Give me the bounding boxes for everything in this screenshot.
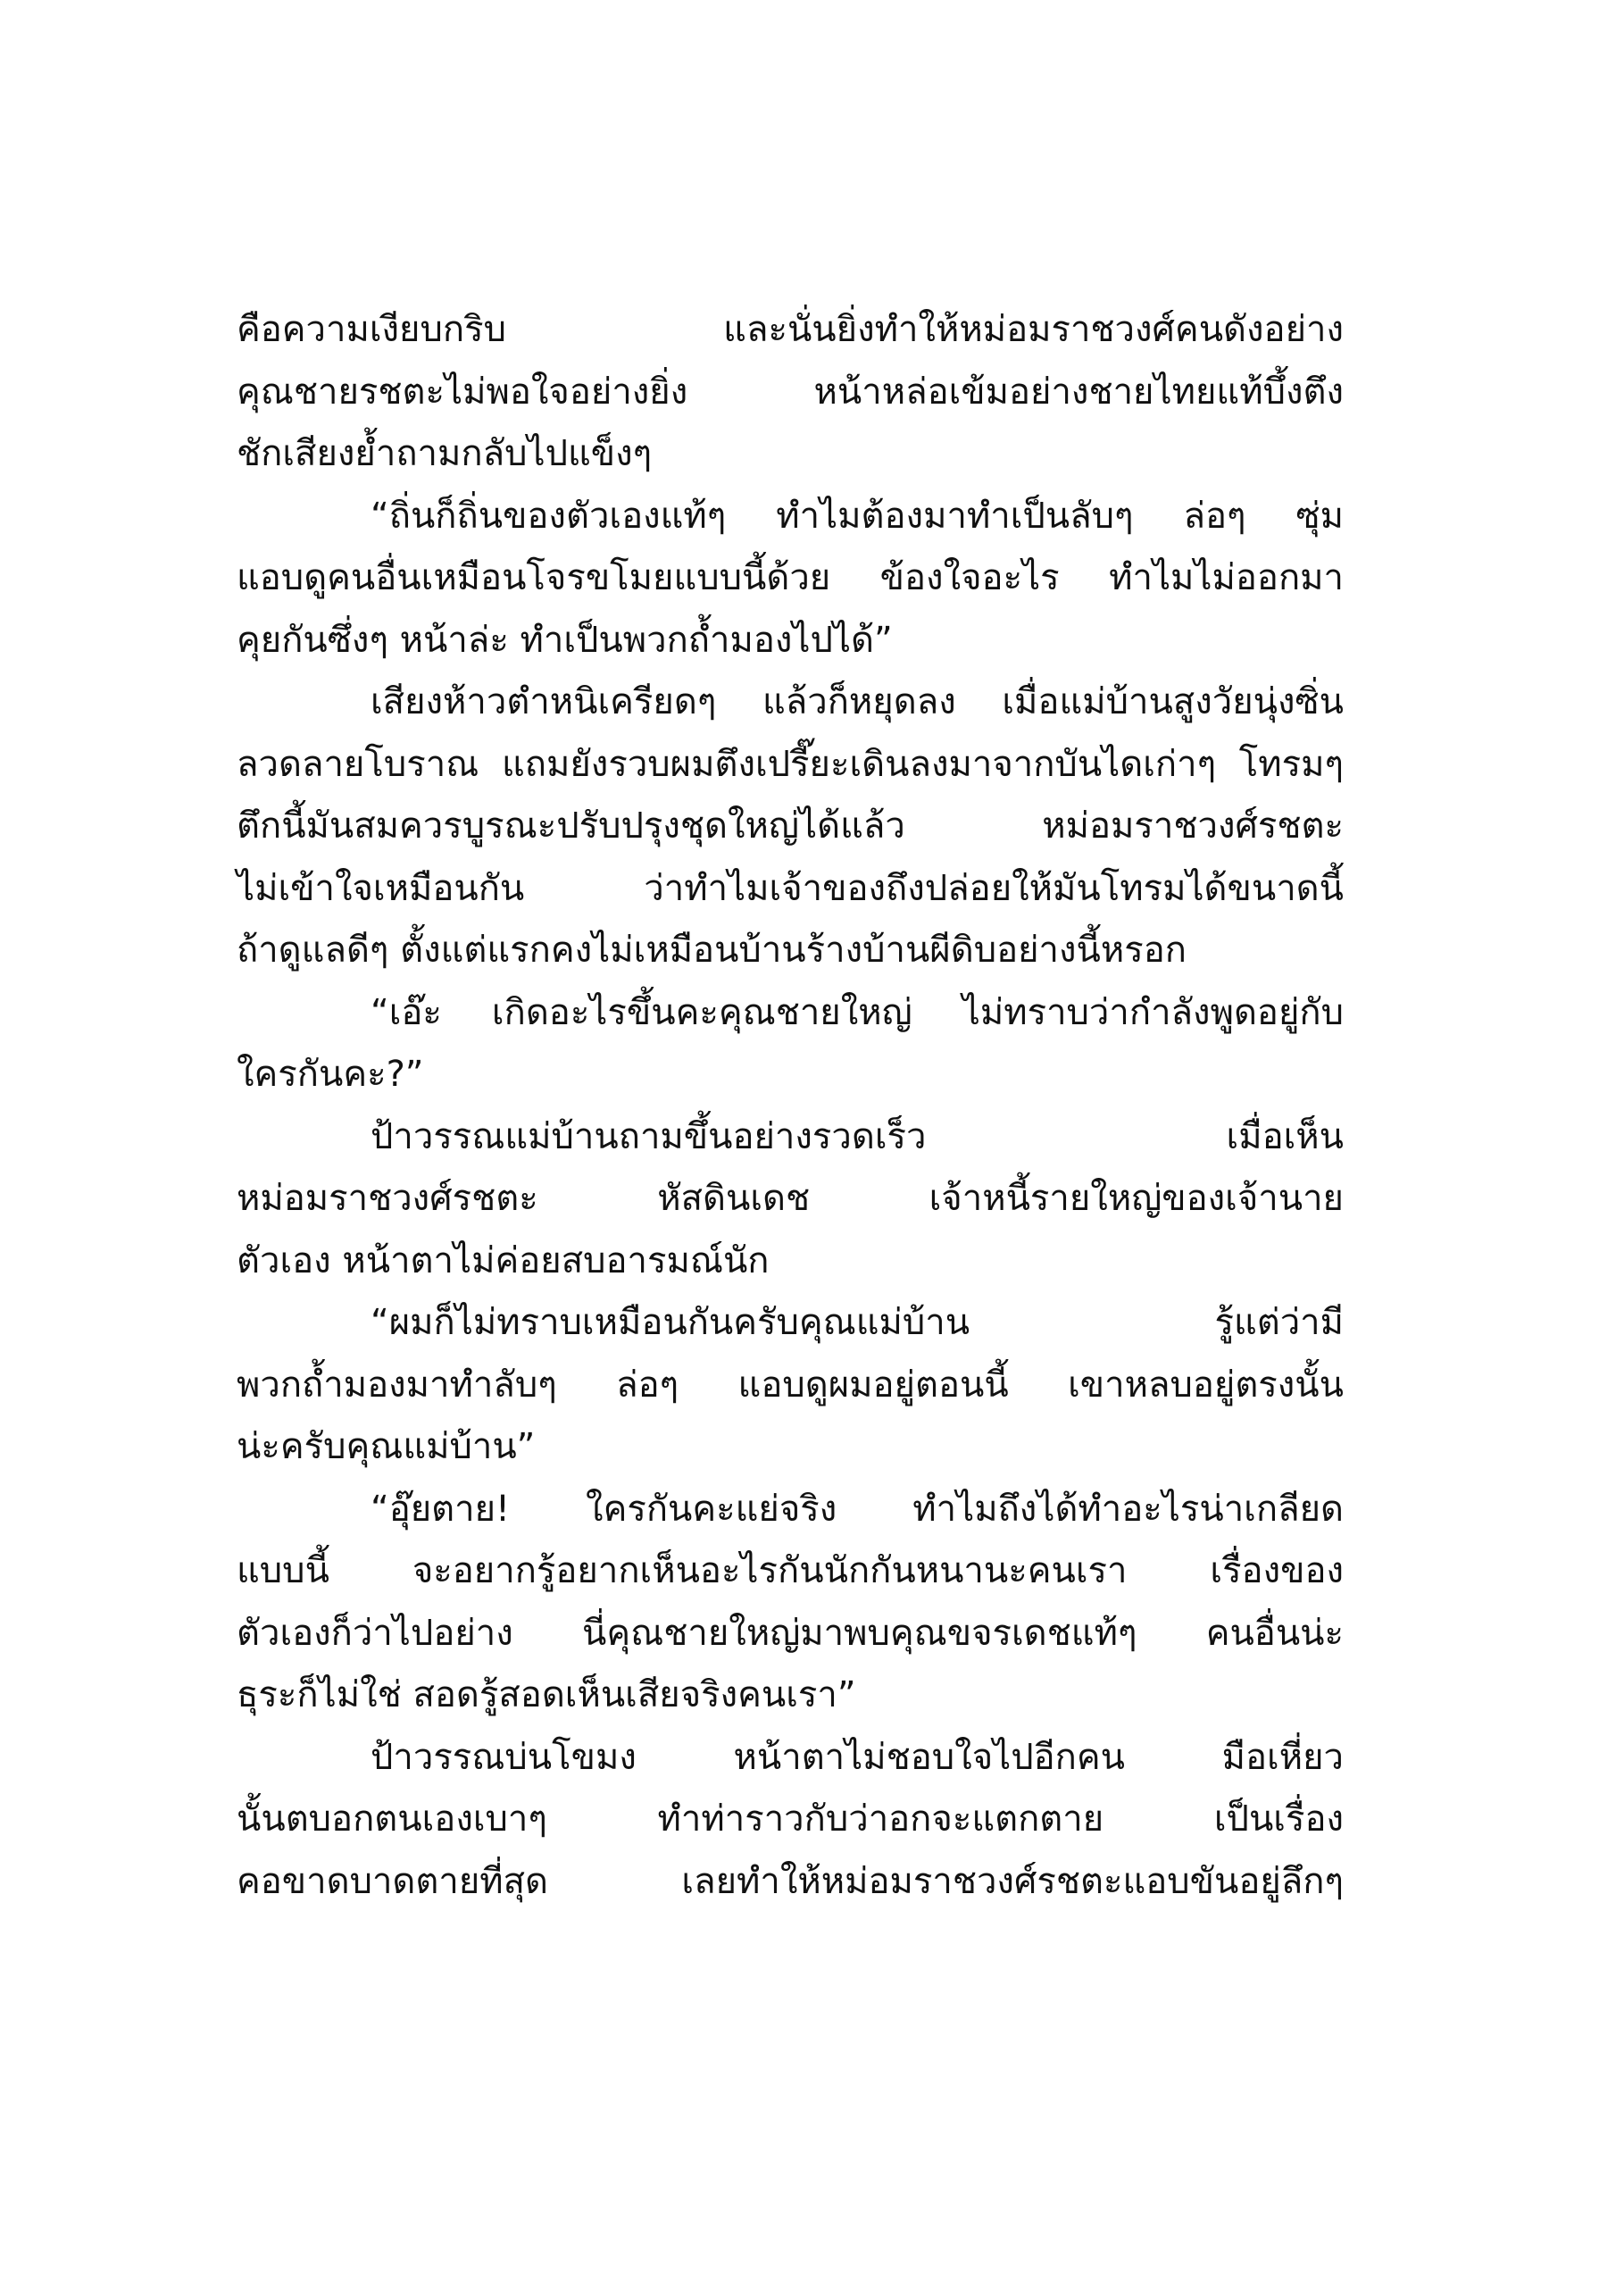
text-line: น่ะครับคุณแม่บ้าน” [237,1426,536,1467]
text-line: แบบนี้ จะอยากรู้อยากเห็นอะไรกันนักกันหนานะคนเรา เรื่องของ [237,1550,1344,1591]
body-text [237,299,1344,1913]
text-line: ตึกนี้มันสมควรบูรณะปรับปรุงชุดใหญ่ได้แล้ว หม่อมราชวงศ์รชตะ [237,805,1344,847]
text-line: ตัวเองก็ว่าไปอย่าง นี่คุณชายใหญ่มาพบคุณขจรเดชแท้ๆ คนอื่นน่ะ [237,1612,1344,1654]
text-line: “เอ๊ะ เกิดอะไรขึ้นคะคุณชายใหญ่ ไม่ทราบว่ากำลังพูดอยู่กับ [371,991,1344,1033]
text-line: “ถิ่นก็ถิ่นของตัวเองแท้ๆ ทำไมต้องมาทำเป็นลับๆ ล่อๆ ซุ่ม [371,495,1344,537]
text-line: ถ้าดูแลดีๆ ตั้งแต่แรกคงไม่เหมือนบ้านร้างบ้านผีดิบอย่างนี้หรอก [237,930,1187,971]
text-line: นั้นตบอกตนเองเบาๆ ทำท่าราวกับว่าอกจะแตกตาย เป็นเรื่อง [237,1798,1344,1840]
text-line: ป้าวรรณแม่บ้านถามขึ้นอย่างรวดเร็ว เมื่อเห็น [371,1115,1344,1157]
text-line: คุณชายรชตะไม่พอใจอย่างยิ่ง หน้าหล่อเข้มอย่างชายไทยแท้บึ้งตึง [237,371,1344,413]
text-line: ชักเสียงย้ำถามกลับไปแข็งๆ [237,433,653,474]
text-line: พวกถ้ำมองมาทำลับๆ ล่อๆ แอบดูผมอยู่ตอนนี้ เขาหลบอยู่ตรงนั้น [237,1364,1344,1406]
text-line: ใครกันคะ?” [237,1054,424,1095]
text-line: คือความเงียบกริบ และนั่นยิ่งทำให้หม่อมราชวงศ์คนดังอย่าง [237,309,1344,350]
text-line: ป้าวรรณบ่นโขมง หน้าตาไม่ชอบใจไปอีกคน มือเหี่ยว [371,1736,1344,1778]
text-line: คุยกันซึ่งๆ หน้าล่ะ ทำเป็นพวกถ้ำมองไปได้” [237,619,893,661]
text-line: ลวดลายโบราณ แถมยังรวบผมตึงเปรี๊ยะเดินลงมาจากบันไดเก่าๆ โทรมๆ [237,743,1344,785]
text-line: ตัวเอง หน้าตาไม่ค่อยสบอารมณ์นัก [237,1239,770,1281]
text-line: “อุ๊ยตาย! ใครกันคะแย่จริง ทำไมถึงได้ทำอะไรน่าเกลียด [371,1488,1344,1530]
text-line: “ผมก็ไม่ทราบเหมือนกันครับคุณแม่บ้าน รู้แต่ว่ามี [371,1302,1344,1343]
text-line: ธุระก็ไม่ใช่ สอดรู้สอดเห็นเสียจริงคนเรา” [237,1674,856,1715]
text-line: หม่อมราชวงศ์รชตะ หัสดินเดช เจ้าหนี้รายใหญ่ของเจ้านาย [237,1178,1344,1219]
text-line: เสียงห้าวตำหนิเครียดๆ แล้วก็หยุดลง เมื่อแม่บ้านสูงวัยนุ่งซิ่น [371,681,1344,722]
text-line: คอขาดบาดตายที่สุด เลยทำให้หม่อมราชวงศ์รชตะแอบขันอยู่ลึกๆ [237,1860,1344,1902]
text-line: แอบดูคนอื่นเหมือนโจรขโมยแบบนี้ด้วย ข้องใจอะไร ทำไมไม่ออกมา [237,557,1344,598]
text-line: ไม่เข้าใจเหมือนกัน ว่าทำไมเจ้าของถึงปล่อยให้มันโทรมได้ขนาดนี้ [237,867,1344,909]
